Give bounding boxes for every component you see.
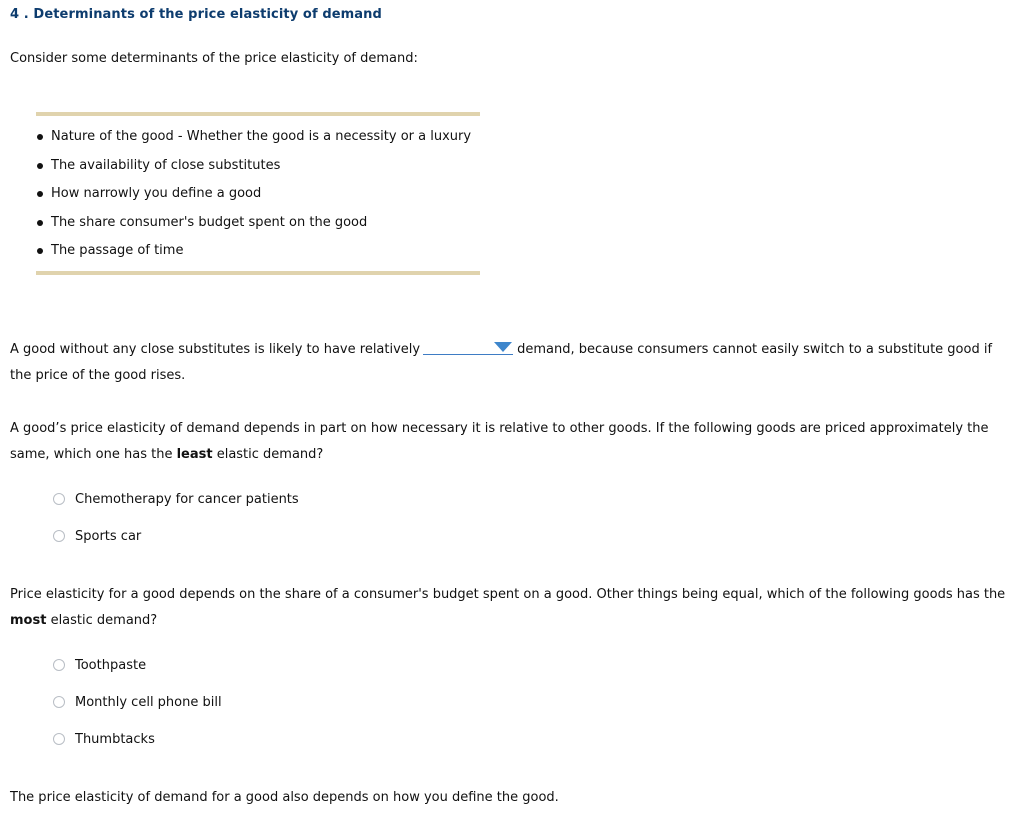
part3-question <box>10 582 1014 634</box>
part3-text-before: Price elasticity for a good depends on the share of a consumer's budget spent on a good. Other things being equal, which of the following goods has the <box>10 587 1006 602</box>
determinants-box <box>36 112 480 276</box>
determinant-label: The availability of close substitutes <box>51 157 281 173</box>
part1-text-after: demand, because consumers cannot easily switch to a substitute good if the price of the good rises. <box>10 342 993 383</box>
part1-sentence <box>10 337 1014 389</box>
part2-question <box>10 416 1014 468</box>
determinant-item <box>36 157 471 186</box>
determinant-label: The share consumer's budget spent on the good <box>51 214 368 230</box>
intro-text: Consider some determinants of the price elasticity of demand: <box>10 51 418 66</box>
part2-text-before: A good’s price elasticity of demand depends in part on how necessary it is relative to other goods. If the following goods are priced approximately the same, which one has the <box>10 421 989 462</box>
box-bottom-rule <box>36 271 480 275</box>
option-label: Thumbtacks <box>75 732 155 747</box>
elasticity-dropdown[interactable] <box>423 340 513 355</box>
part3-emphasis: most <box>10 613 47 628</box>
determinant-label: How narrowly you define a good <box>51 186 262 201</box>
bullet-icon <box>37 163 43 169</box>
determinant-item <box>36 128 471 157</box>
part3-text-after: elastic demand? <box>46 613 158 628</box>
option-label: Monthly cell phone bill <box>75 695 222 710</box>
bullet-icon <box>37 220 43 226</box>
part1-text-before: A good without any close substitutes is likely to have relatively <box>10 342 421 357</box>
determinants-list <box>36 128 471 271</box>
bullet-icon <box>37 134 43 140</box>
box-top-rule <box>36 112 480 116</box>
determinant-item <box>36 214 471 243</box>
part2-text-after: elastic demand? <box>212 447 324 462</box>
bullet-icon <box>37 248 43 254</box>
part4-text: The price elasticity of demand for a good also depends on how you define the good. <box>10 790 559 805</box>
option-label: Toothpaste <box>75 658 147 673</box>
radio-button[interactable] <box>53 733 65 745</box>
determinant-item <box>36 242 471 271</box>
determinant-item <box>36 185 471 214</box>
determinant-label: Nature of the good - Whether the good is a necessity or a luxury <box>51 129 472 144</box>
option-label: Chemotherapy for cancer patients <box>75 492 299 507</box>
option-label: Sports car <box>75 529 142 544</box>
radio-button[interactable] <box>53 530 65 542</box>
radio-button[interactable] <box>53 696 65 708</box>
part2-emphasis: least <box>176 447 213 462</box>
determinant-label: The passage of time <box>51 243 184 258</box>
radio-button[interactable] <box>53 659 65 671</box>
chevron-down-icon <box>494 342 512 352</box>
bullet-icon <box>37 191 43 197</box>
radio-button[interactable] <box>53 493 65 505</box>
question-title: 4 . Determinants of the price elasticity of demand <box>10 7 382 22</box>
